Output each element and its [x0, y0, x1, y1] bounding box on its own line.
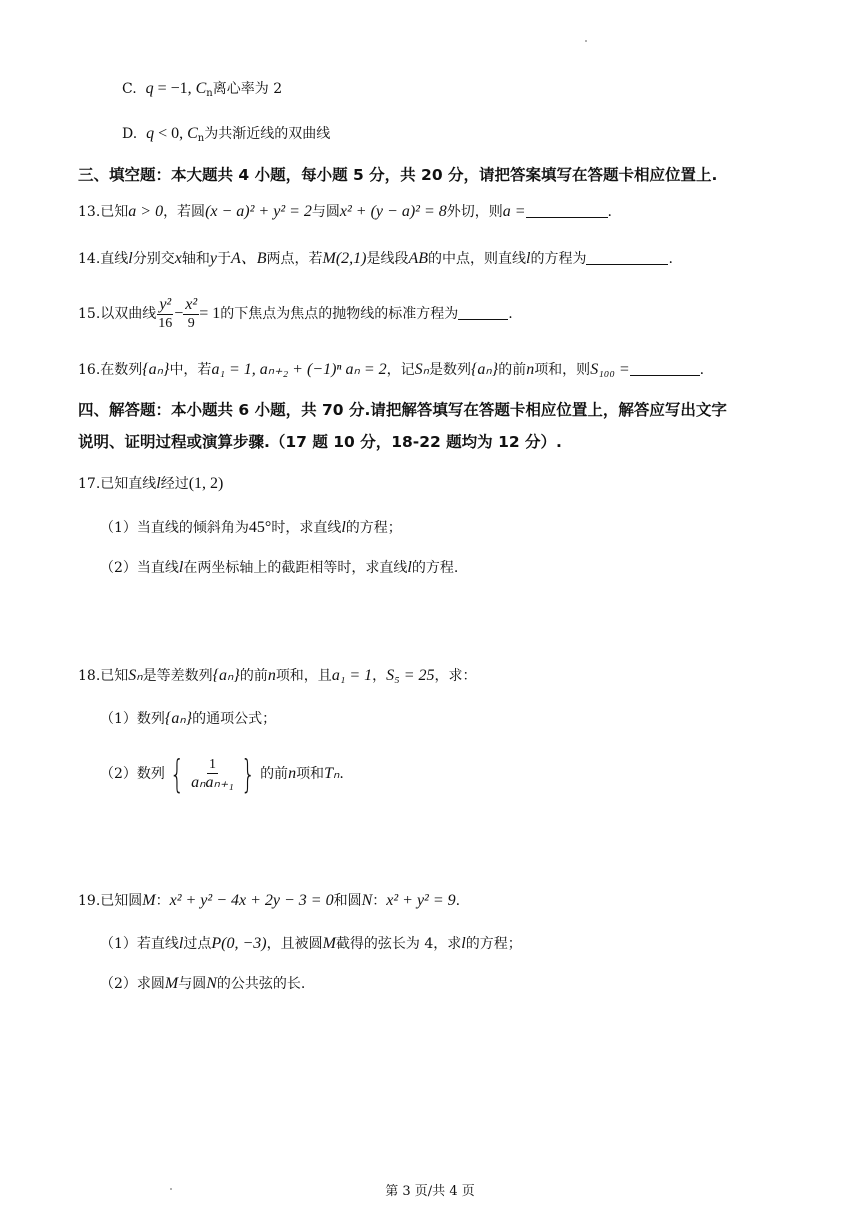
question-15: 15.以双曲线 $\frac{\text{y²}}{16}$ − $\frac{\text{x²}}{9}$ = 1的下焦点为焦点的抛物线的标准方程为 .: [78, 296, 513, 331]
question-17-part-2: （2）当直线l在两坐标轴上的截距相等时，求直线l的方程.: [100, 559, 459, 576]
question-19-part-2: （2）求圆M与圆N的公共弦的长.: [100, 975, 306, 992]
answer-blank-16[interactable]: [630, 361, 700, 376]
right-brace: }: [240, 752, 256, 796]
scan-dot: [585, 40, 587, 42]
question-17-part-1: （1）当直线的倾斜角为45°时，求直线l的方程；: [100, 519, 402, 536]
question-14: 14.直线l分别交x轴和y于A、B两点，若M(2,1)是线段AB的中点，则直线l的方程为 .: [78, 250, 673, 267]
question-13: 13.已知a > 0，若圆(x − a)² + y² = 2与圆x² + (y − a)² = 8外切，则a = .: [78, 203, 612, 220]
section-3-heading: 三、填空题：本大题共 4 小题，每小题 5 分，共 20 分，请把答案填写在答题卡相应位置上.: [78, 166, 718, 184]
option-c: C. q = −1, $C_n$离心率为 2: [122, 80, 283, 99]
question-18: 18.已知Sₙ是等差数列{aₙ}的前n项和，且a₁ = 1，S₅ = 25，求：: [78, 667, 477, 684]
scan-dot: [170, 1188, 172, 1190]
section-4-heading-line-1: 四、解答题：本小题共 6 小题，共 70 分.请把解答填写在答题卡相应位置上，解答应写出文字: [78, 401, 727, 419]
option-d: D. q < 0, $C_n$为共渐近线的双曲线: [122, 125, 331, 144]
fraction-y2-16: $\frac{\text{y²}}{16}$: [158, 296, 173, 331]
section-4-heading-line-2: 说明、证明过程或演算步骤.（17 题 10 分，18-22 题均为 12 分）.: [78, 433, 562, 451]
fraction-x2-9: $\frac{\text{x²}}{9}$: [185, 296, 198, 331]
answer-blank-14[interactable]: [586, 250, 668, 265]
answer-blank-15[interactable]: [458, 305, 508, 320]
left-brace: {: [169, 752, 185, 796]
question-17: 17.已知直线l经过(1, 2): [78, 475, 224, 492]
question-16: 16.在数列{aₙ}中，若a₁ = 1, aₙ₊₂ + (−1)ⁿ aₙ = 2，记Sₙ是数列{aₙ}的前n项和，则S₁₀₀ = .: [78, 361, 705, 378]
answer-blank-13[interactable]: [526, 203, 608, 218]
question-19: 19.已知圆M：x² + y² − 4x + 2y − 3 = 0和圆N：x² + y² = 9.: [78, 892, 461, 909]
question-18-part-2: （2）数列 { $\frac{1}{\text{aₙaₙ₊₁}}$ } 的前n项和Tₙ.: [100, 748, 344, 800]
question-18-part-1: （1）数列{aₙ}的通项公式；: [100, 710, 277, 727]
question-19-part-1: （1）若直线l过点P(0, −3)，且被圆M截得的弦长为 4，求l的方程；: [100, 935, 522, 952]
page-footer: 第 3 页/共 4 页: [385, 1184, 475, 1199]
fraction-1-over-an-an1: $\frac{1}{\text{aₙaₙ₊₁}}$: [191, 757, 234, 791]
